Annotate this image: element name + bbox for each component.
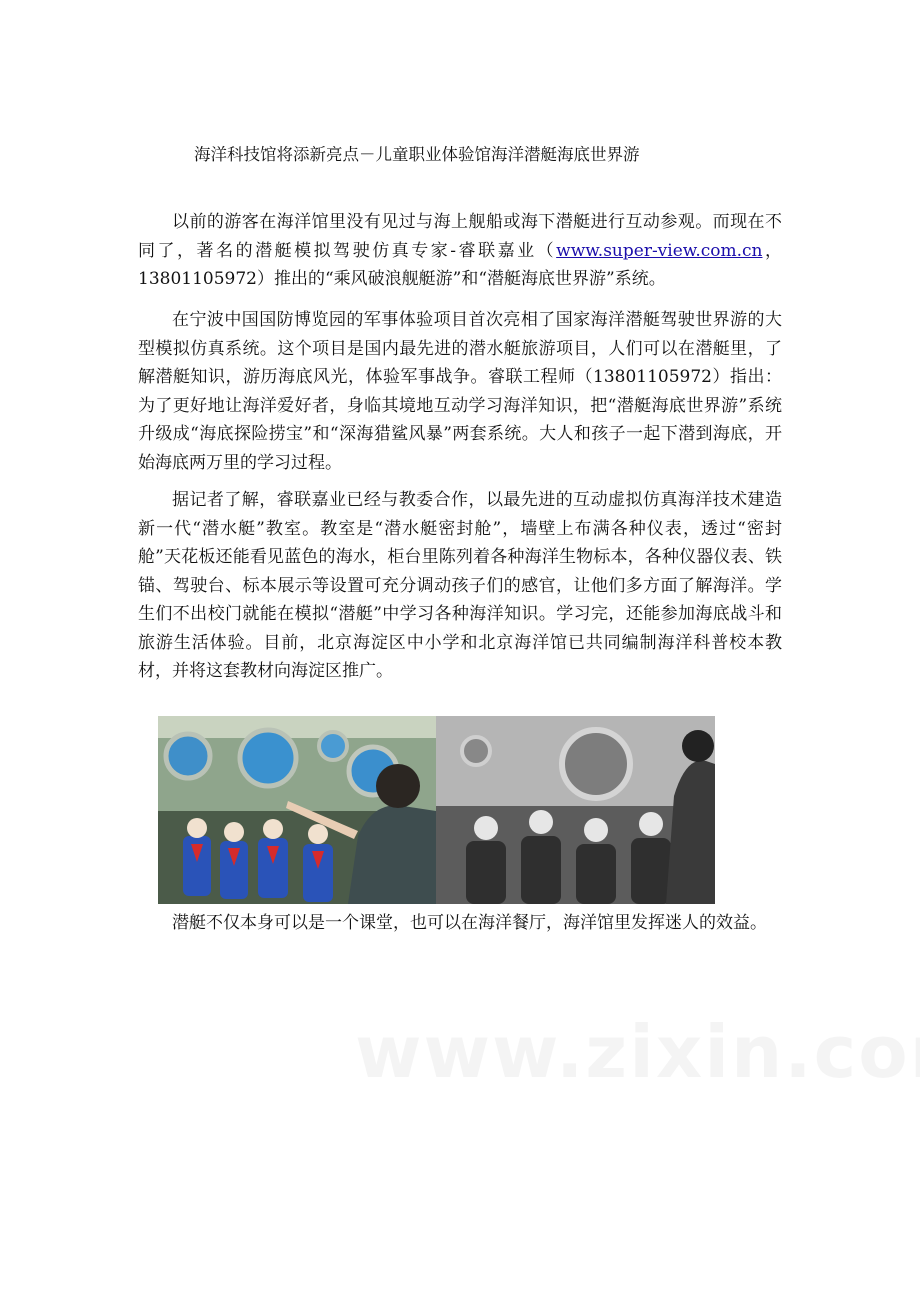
intro-text-end: ，13801105972）推出的“乘风破浪舰艇游”和“潜艇海底世界游”系统。 <box>138 240 783 289</box>
page-title: 海洋科技馆将添新亮点－儿童职业体验馆海洋潜艇海底世界游 <box>194 145 640 164</box>
watermark <box>355 1010 920 1094</box>
paragraph-classroom: 据记者了解，睿联嘉业已经与教委合作，以最先进的互动虚拟仿真海洋技术建造新一代“潜水艇”教室。教室是“潜水艇密封舱”，墙壁上布满各种仪表，透过“密封舱”天花板还能看见蓝色的海水，柜台里陈列着各种海洋生物标本，各种仪器仪表、铁锚、驾驶台、标本展示等设置可充分调动孩子们的感官，让他们多方面了解海洋。学生们不出校门就能在模拟“潜艇”中学习各种海洋知识。学习完，还能参加海底战斗和旅游生活体验。目前，北京海淀区中小学和北京海洋馆已共同编制海洋科普校本教材，并将这套教材向海淀区推广。 <box>138 490 782 681</box>
paragraph-ningbo: 在宁波中国国防博览园的军事体验项目首次亮相了国家海洋潜艇驾驶世界游的大型模拟仿真系统。这个项目是国内最先进的潜水艇旅游项目，人们可以在潜艇里，了解潜艇知识，游历海底风光，体验军事战争。睿联工程师（13801105972）指出：为了更好地让海洋爱好者，身临其境地互动学习海洋知识，把“潜艇海底世界游”系统升级成“海底探险捞宝”和“深海猎鲨风暴”两套系统。大人和孩子一起下潜到海底，开始海底两万里的学习过程。 <box>138 310 782 473</box>
paragraph-closing: 潜艇不仅本身可以是一个课堂，也可以在海洋餐厅，海洋馆里发挥迷人的效益。 <box>172 913 767 933</box>
submarine-classroom-bw-photo <box>436 716 715 904</box>
website-link[interactable]: www.super-view.com.cn <box>556 240 763 261</box>
submarine-classroom-color-photo <box>158 716 436 904</box>
intro-text: 以前的游客在海洋馆里没有见过与海上舰船或海下潜艇进行互动参观。而现在不同了，著名的潜艇模拟驾驶仿真专家-睿联嘉业（ <box>138 212 782 261</box>
photo-row <box>158 716 715 904</box>
paragraph-intro <box>138 208 782 294</box>
